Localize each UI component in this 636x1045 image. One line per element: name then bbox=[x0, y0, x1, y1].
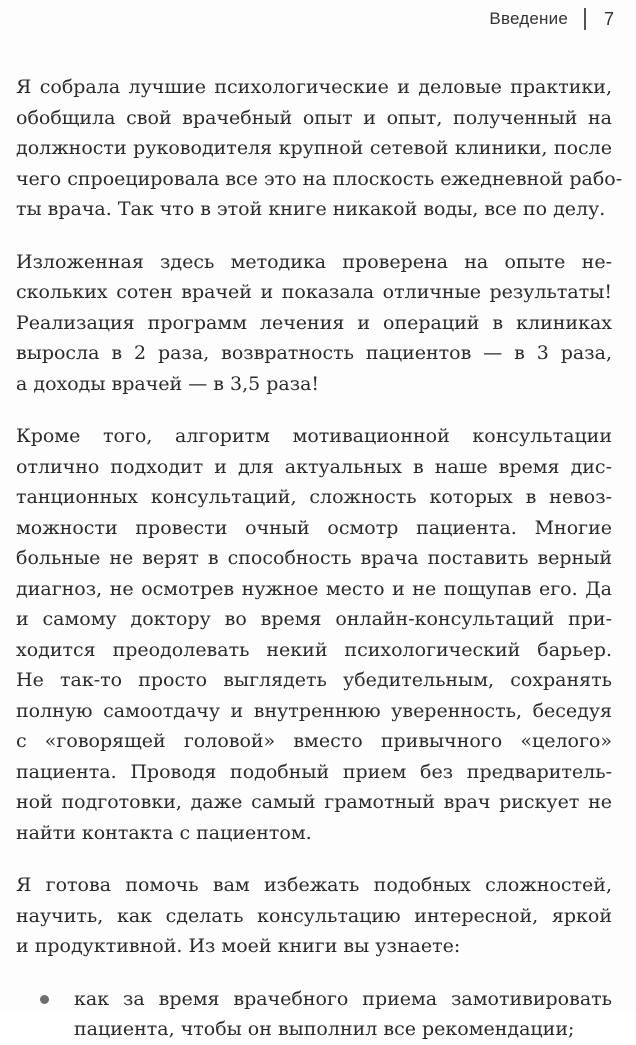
text-line: и самому доктору во время онлайн-консультаций при- bbox=[16, 608, 612, 630]
bullet-list bbox=[16, 984, 612, 1045]
text-line: отлично подходит и для актуальных в наше время дис- bbox=[16, 455, 612, 478]
text-line: найти контакта с пациентом. bbox=[16, 821, 312, 844]
text-line: скольких сотен врачей и показала отличные результаты! bbox=[16, 281, 612, 303]
text-line: полную самоотдачу и внутреннюю уверенность, беседуя bbox=[16, 699, 612, 722]
text-line: танционных консультаций, сложность которых в невоз- bbox=[16, 486, 612, 508]
text-line: выросла в 2 раза, возвратность пациентов — в 3 раза, bbox=[16, 342, 612, 364]
text-line: Не так-то просто выглядеть убедительным, сохранять bbox=[16, 669, 612, 691]
header-divider bbox=[584, 8, 586, 30]
text-line: ты врача. Так что в этой книге никакой воды, все по делу. bbox=[16, 198, 606, 220]
running-header bbox=[489, 8, 614, 30]
text-line: можности провести очный осмотр пациента. Многие bbox=[16, 516, 612, 539]
paragraph-4 bbox=[16, 870, 612, 962]
text-line: и продуктивной. Из моей книги вы узнаете: bbox=[16, 935, 461, 957]
text-line: больные не верят в способность врача поставить верный bbox=[16, 547, 612, 569]
text-line: Кроме того, алгоритм мотивационной консультации bbox=[16, 425, 612, 447]
text-line: Изложенная здесь методика проверена на опыте не- bbox=[16, 250, 612, 273]
text-line: научить, как сделать консультацию интересной, яркой bbox=[16, 904, 612, 927]
text-line: диагноз, не осмотрев нужное место и не пощупав его. Да bbox=[16, 577, 612, 600]
text-line: как за время врачебного приема замотивировать bbox=[74, 987, 612, 1010]
text-line: Я готова помочь вам избежать подобных сложностей, bbox=[16, 874, 612, 896]
text-line: обобщила свой врачебный опыт и опыт, полученный на bbox=[16, 106, 612, 129]
list-item bbox=[16, 984, 612, 1045]
text-line: ной подготовки, даже самый грамотный врач рискует не bbox=[16, 791, 612, 813]
text-line: Реализация программ лечения и операций в клиниках bbox=[16, 311, 612, 334]
text-line: с «говорящей головой» вместо привычного «целого» bbox=[16, 730, 612, 752]
text-line: должности руководителя крупной сетевой клиники, после bbox=[16, 137, 612, 159]
body-text bbox=[16, 72, 623, 1045]
page-number: 7 bbox=[603, 8, 614, 29]
text-line: пациента. Проводя подобный прием без предваритель- bbox=[16, 760, 612, 783]
bullet-dot-icon bbox=[40, 995, 49, 1004]
text-line: ходится преодолевать некий психологический барьер. bbox=[16, 638, 612, 661]
paragraph-3 bbox=[16, 421, 612, 848]
paragraph-2 bbox=[16, 247, 612, 400]
text-line: пациента, чтобы он выполнил все рекомендации; bbox=[74, 1018, 575, 1040]
paragraph-1 bbox=[16, 72, 623, 225]
text-line: а доходы врачей — в 3,5 раза! bbox=[16, 372, 320, 395]
text-line: чего спроецировала все это на плоскость ежедневной рабо- bbox=[16, 167, 623, 190]
text-line: Я собрала лучшие психологические и деловые практики, bbox=[16, 76, 612, 98]
section-title: Введение bbox=[489, 9, 568, 28]
